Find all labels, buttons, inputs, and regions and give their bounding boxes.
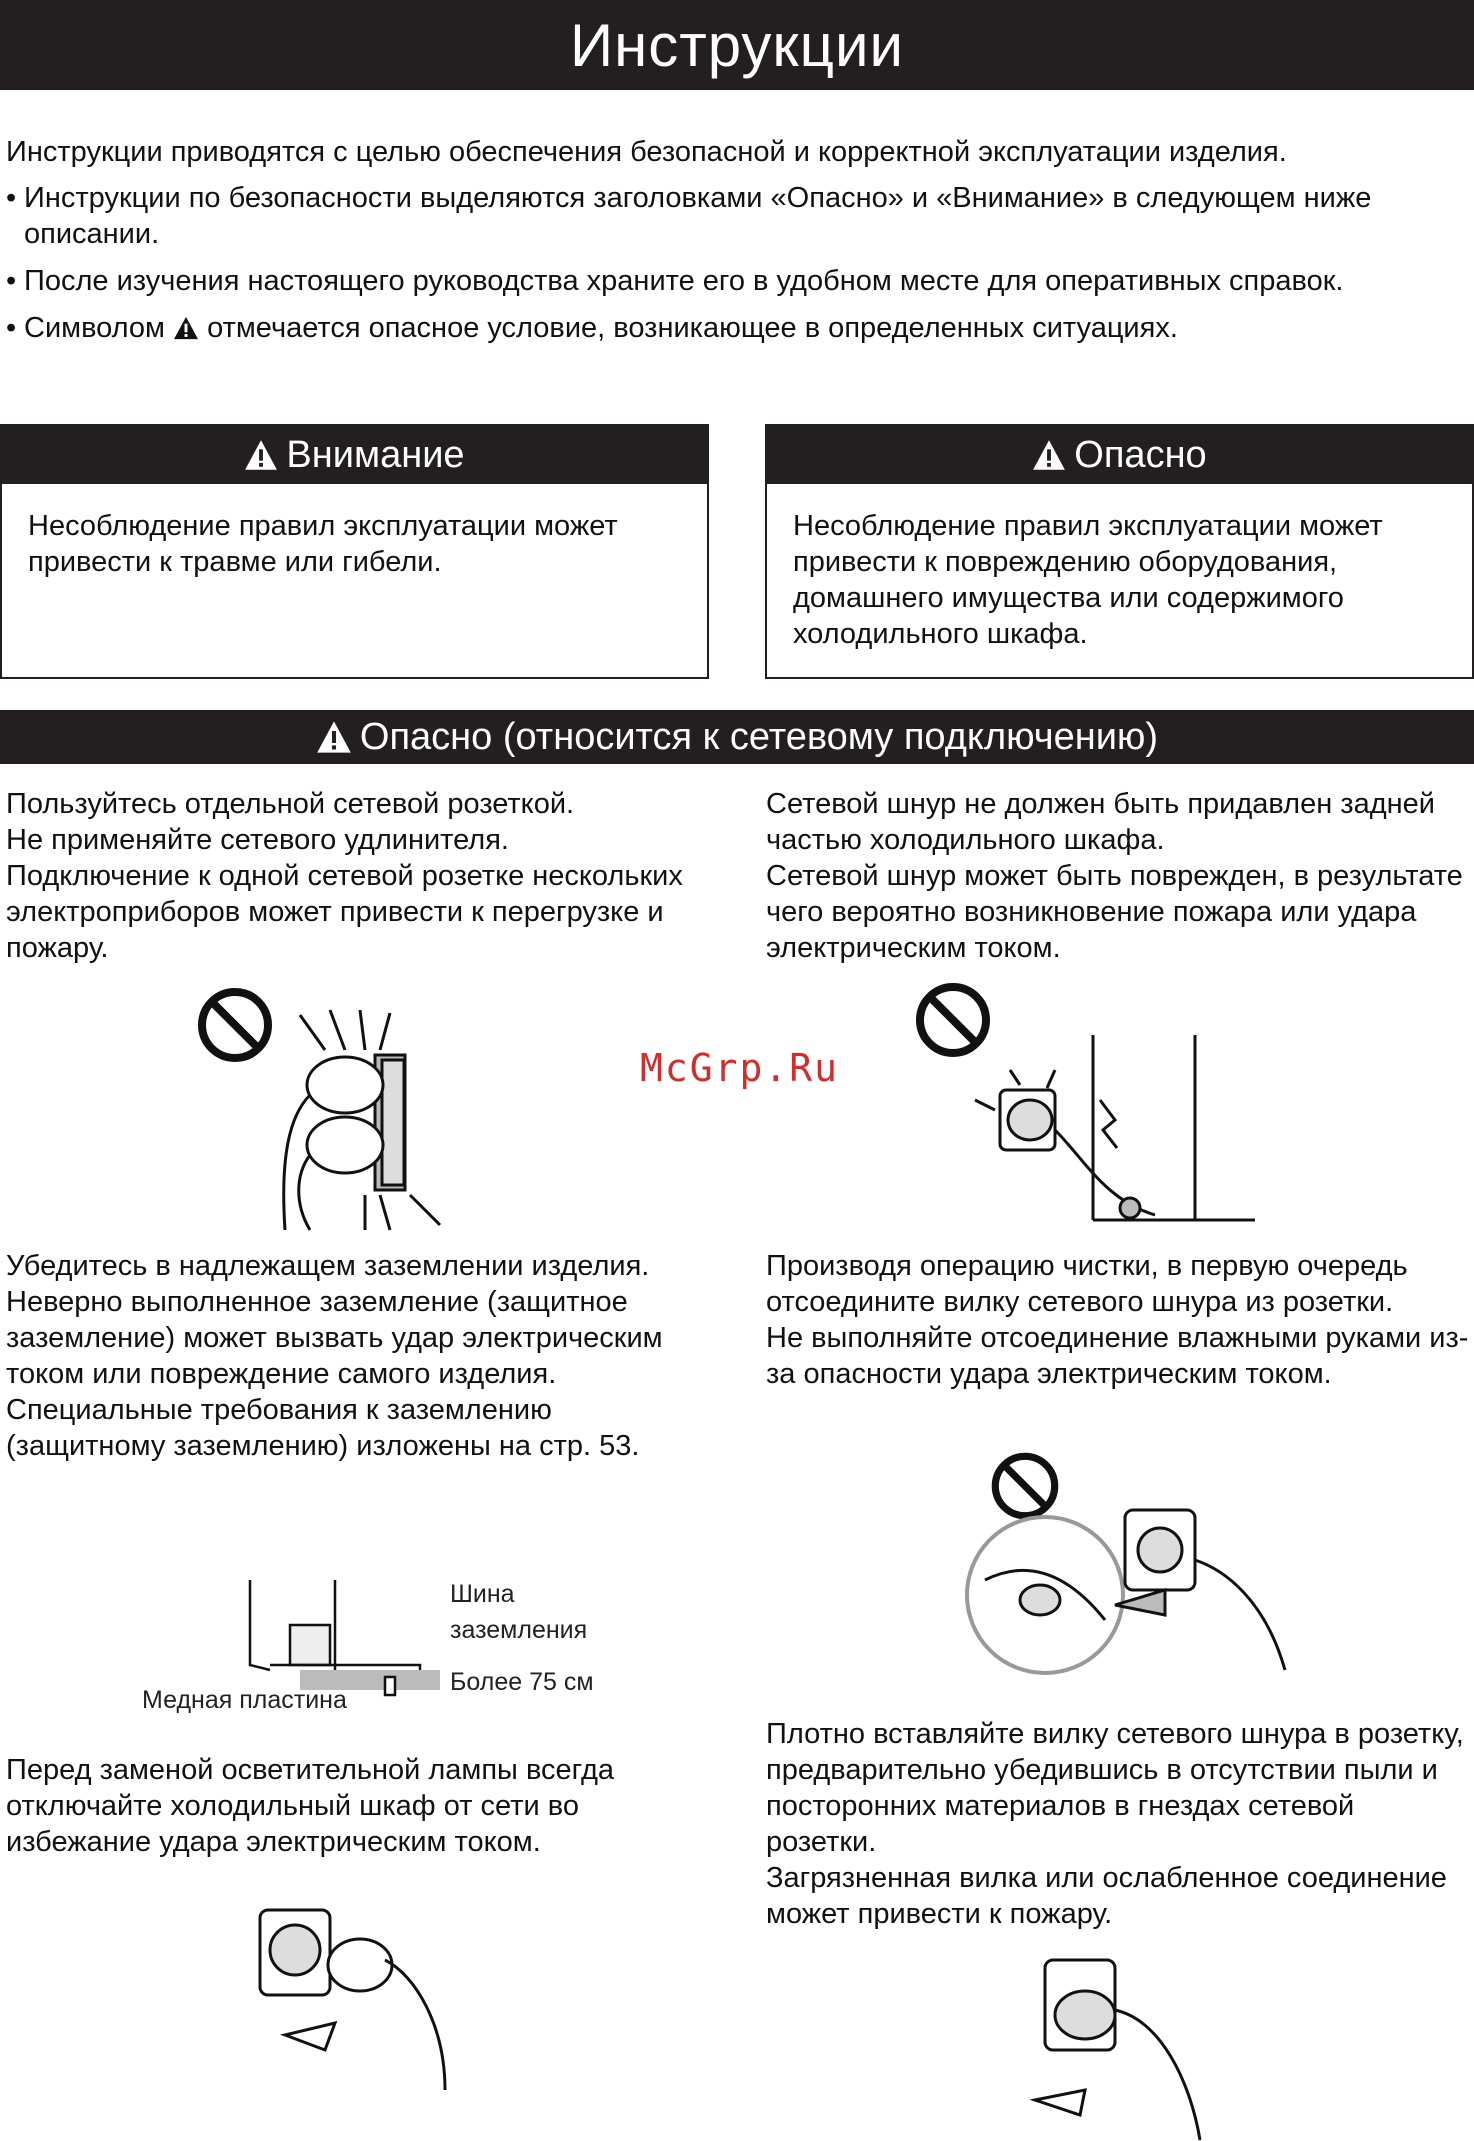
danger-box-header bbox=[767, 426, 1472, 484]
item-lamp-text bbox=[6, 1752, 718, 1860]
label-bus-2: заземления bbox=[450, 1616, 588, 1644]
watermark-text: McGrp.Ru bbox=[640, 1046, 840, 1090]
page-title: Инструкции bbox=[569, 11, 905, 79]
text-line: Убедитесь в надлежащем заземлении изделия. bbox=[6, 1250, 650, 1282]
text-line: Специальные требования к заземлению (защитному заземлению) изложены на стр. 53. bbox=[6, 1394, 640, 1462]
bullet-text: Символом bbox=[24, 312, 165, 344]
section-title: Опасно (относится к сетевому подключению) bbox=[359, 715, 1159, 758]
caution-box-header bbox=[2, 426, 707, 484]
warning-triangle-icon bbox=[1032, 439, 1066, 471]
intro-bullet bbox=[6, 180, 1466, 252]
item-plug-text bbox=[766, 1716, 1471, 1932]
caution-box-text: Несоблюдение правил эксплуатации может привести к травме или гибели. bbox=[28, 510, 618, 578]
insert-plug-illustration bbox=[1030, 1940, 1230, 2141]
text-line: Пользуйтесь отдельной сетевой розеткой. bbox=[6, 788, 575, 820]
label-depth: Более 75 см bbox=[450, 1668, 594, 1696]
danger-box-text: Несоблюдение правил эксплуатации может привести к повреждению оборудования, домашнего имущества или содержимого холодильного шкафа. bbox=[793, 510, 1383, 650]
warning-triangle-icon bbox=[244, 439, 278, 471]
page-title-bar bbox=[0, 0, 1474, 90]
text-line: Сетевой шнур не должен быть придавлен задней частью холодильного шкафа. bbox=[766, 788, 1435, 856]
text-line: Не применяйте сетевого удлинителя. bbox=[6, 824, 509, 856]
text-line: Загрязненная вилка или ослабленное соединение может привести к пожару. bbox=[766, 1862, 1447, 1930]
warning-triangle-icon bbox=[173, 316, 199, 340]
warning-triangle-icon bbox=[316, 720, 352, 754]
intro-bullet bbox=[6, 310, 1466, 346]
text-line: Неверно выполненное заземление (защитное заземление) может вызвать удар электрическим током или повреждение самого изделия. bbox=[6, 1286, 663, 1390]
item-cleaning-text bbox=[766, 1248, 1471, 1392]
bullet-text: Инструкции по безопасности выделяются заголовками «Опасно» и «Внимание» в следующем ниже описании. bbox=[24, 182, 1372, 250]
text-line: Подключение к одной сетевой розетке нескольких электроприборов может привести к перегрузке и пожару. bbox=[6, 860, 683, 964]
unplug-illustration bbox=[255, 1885, 455, 2095]
label-plate: Медная пластина bbox=[142, 1686, 347, 1714]
text-line: Перед заменой осветительной лампы всегда отключайте холодильный шкаф от сети во избежание удара электрическим током. bbox=[6, 1754, 614, 1858]
danger-box bbox=[765, 424, 1474, 679]
item-ground-text bbox=[6, 1248, 718, 1464]
prohibited-icon bbox=[190, 985, 280, 1065]
text-line: Плотно вставляйте вилку сетевого шнура в розетку, предварительно убедившись в отсутствии пыли и посторонних материалов в гнездах сетевой розетки. bbox=[766, 1718, 1464, 1858]
bullet-mark: • bbox=[6, 265, 17, 297]
bullet-mark: • bbox=[6, 182, 17, 214]
text-line: Сетевой шнур может быть поврежден, в результате чего вероятно возникновение пожара или удара электрическим током. bbox=[766, 860, 1463, 964]
label-bus-1: Шина bbox=[450, 1580, 515, 1608]
pinched-cord-illustration bbox=[955, 1030, 1275, 1230]
intro-lead: Инструкции приводятся с целью обеспечения безопасной и корректной эксплуатации изделия. bbox=[6, 136, 1287, 168]
item-socket-text bbox=[6, 786, 718, 966]
caution-box bbox=[0, 424, 709, 679]
bullet-mark: • bbox=[6, 312, 17, 344]
section-title-bar bbox=[0, 710, 1474, 764]
intro-bullet-list bbox=[6, 180, 1466, 346]
wet-hands-unplug-illustration bbox=[965, 1490, 1290, 1680]
multi-plug-socket-illustration bbox=[270, 1005, 470, 1235]
intro-bullet bbox=[6, 263, 1466, 299]
danger-box-title: Опасно bbox=[1074, 433, 1207, 476]
item-cord-text bbox=[766, 786, 1471, 966]
bullet-text: После изучения настоящего руководства храните его в удобном месте для оперативных справок. bbox=[24, 265, 1344, 297]
caution-box-title: Внимание bbox=[286, 433, 465, 476]
bullet-text: отмечается опасное условие, возникающее в определенных ситуациях. bbox=[207, 312, 1178, 344]
text-line: Производя операцию чистки, в первую очередь отсоедините вилку сетевого шнура из розетки. bbox=[766, 1250, 1408, 1318]
intro-section bbox=[6, 134, 1466, 357]
text-line: Не выполняйте отсоединение влажными руками из-за опасности удара электрическим током. bbox=[766, 1322, 1469, 1390]
